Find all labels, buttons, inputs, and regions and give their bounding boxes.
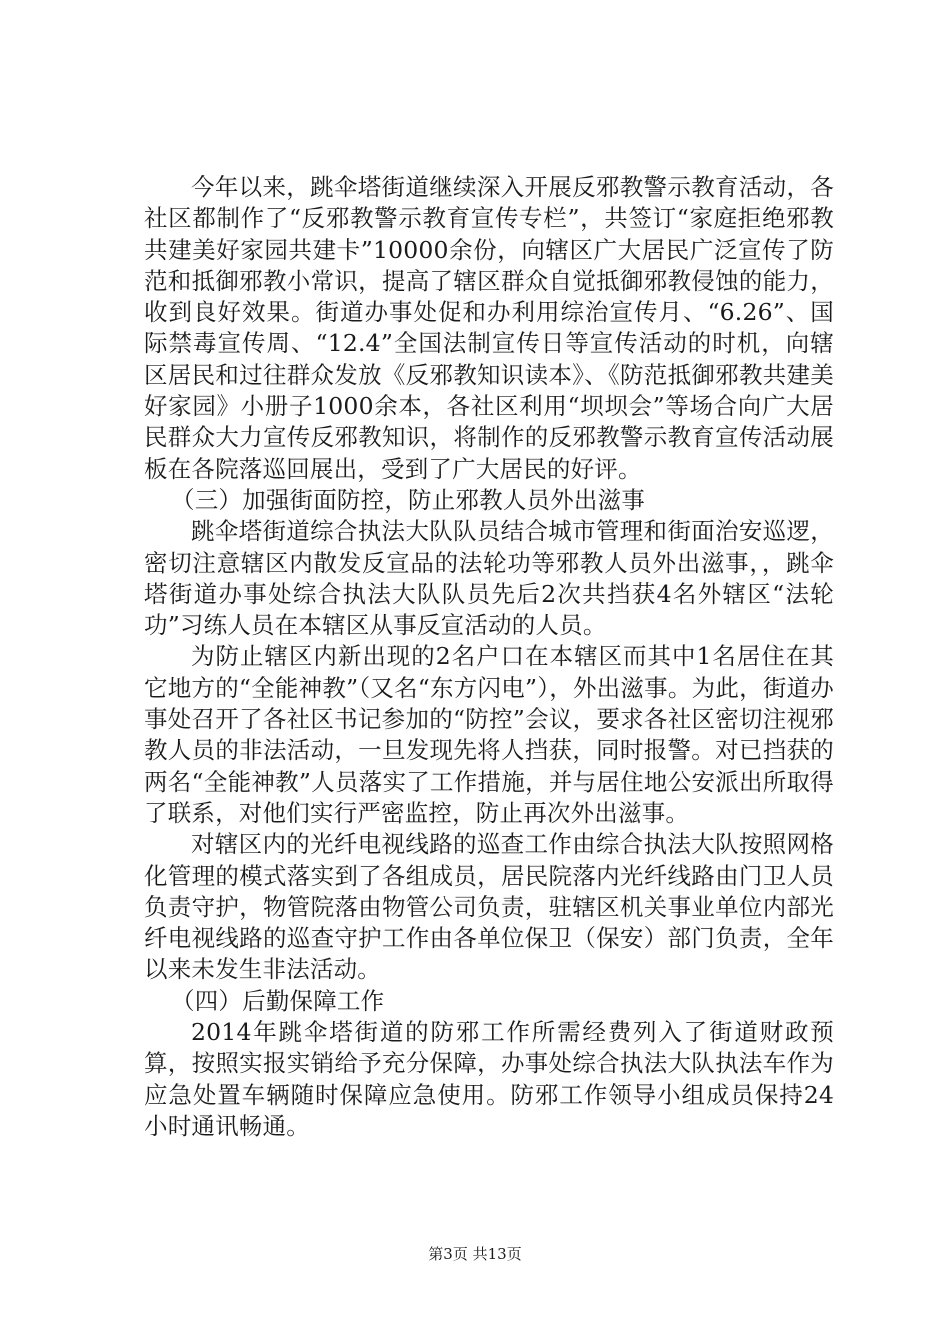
paragraph-fiber-line-inspection: 对辖区内的光纤电视线路的巡查工作由综合执法大队按照网格化管理的模式落实到了各组成员，居民院落内光纤线路由门卫人员负责守护，物管院落由物管公司负责，驻辖区机关事业单位内部光纤电视线路的巡查守护工作由各单位保卫（保安）部门负责，全年以来未发生非法活动。: [144, 830, 834, 984]
paragraph-patrol: 跳伞塔街道综合执法大队队员结合城市管理和街面治安巡逻，密切注意辖区内散发反宣品的法轮功等邪教人员外出滋事，，跳伞塔街道办事处综合执法大队队员先后2次共挡获4名外辖区“法轮功”习练人员在本辖区从事反宣活动的人员。: [144, 517, 834, 640]
paragraph-prevention-meeting: 为防止辖区内新出现的2名户口在本辖区而其中1名居住在其它地方的“全能神教”（又名“东方闪电”），外出滋事。为此，街道办事处召开了各社区书记参加的“防控”会议，要求各社区密切注视邪教人员的非法活动，一旦发现先将人挡获，同时报警。对已挡获的两名“全能神教”人员落实了工作措施，并与居住地公安派出所取得了联系，对他们实行严密监控，防止再次外出滋事。: [144, 642, 834, 827]
paragraph-funding: 2014年跳伞塔街道的防邪工作所需经费列入了街道财政预算，按照实报实销给予充分保障，办事处综合执法大队执法车作为应急处置车辆随时保障应急使用。防邪工作领导小组成员保持24小时通讯畅通。: [144, 1018, 834, 1140]
section-heading-logistics: （四）后勤保障工作: [171, 986, 385, 1015]
document-body: [144, 172, 834, 1142]
page-number-footer: 第3页 共13页: [428, 1245, 522, 1263]
section-heading-street-control: （三）加强街面防控，防止邪教人员外出滋事: [171, 485, 646, 514]
paragraph-campaign-overview: 今年以来，跳伞塔街道继续深入开展反邪教警示教育活动，各社区都制作了“反邪教警示教育宣传专栏”，共签订“家庭拒绝邪教共建美好家园共建卡”10000余份，向辖区广大居民广泛宣传了防范和抵御邪教小常识，提高了辖区群众自觉抵御邪教侵蚀的能力，收到良好效果。街道办事处促和办利用综治宣传月、“6.26”、国际禁毒宣传周、“12.4”全国法制宣传日等宣传活动的时机，向辖区居民和过往群众发放《反邪教知识读本》、《防范抵御邪教共建美好家园》小册子1000余本，各社区利用“坝坝会”等场合向广大居民群众大力宣传反邪教知识，将制作的反邪教警示教育宣传活动展板在各院落巡回展出，受到了广大居民的好评。: [144, 173, 834, 483]
